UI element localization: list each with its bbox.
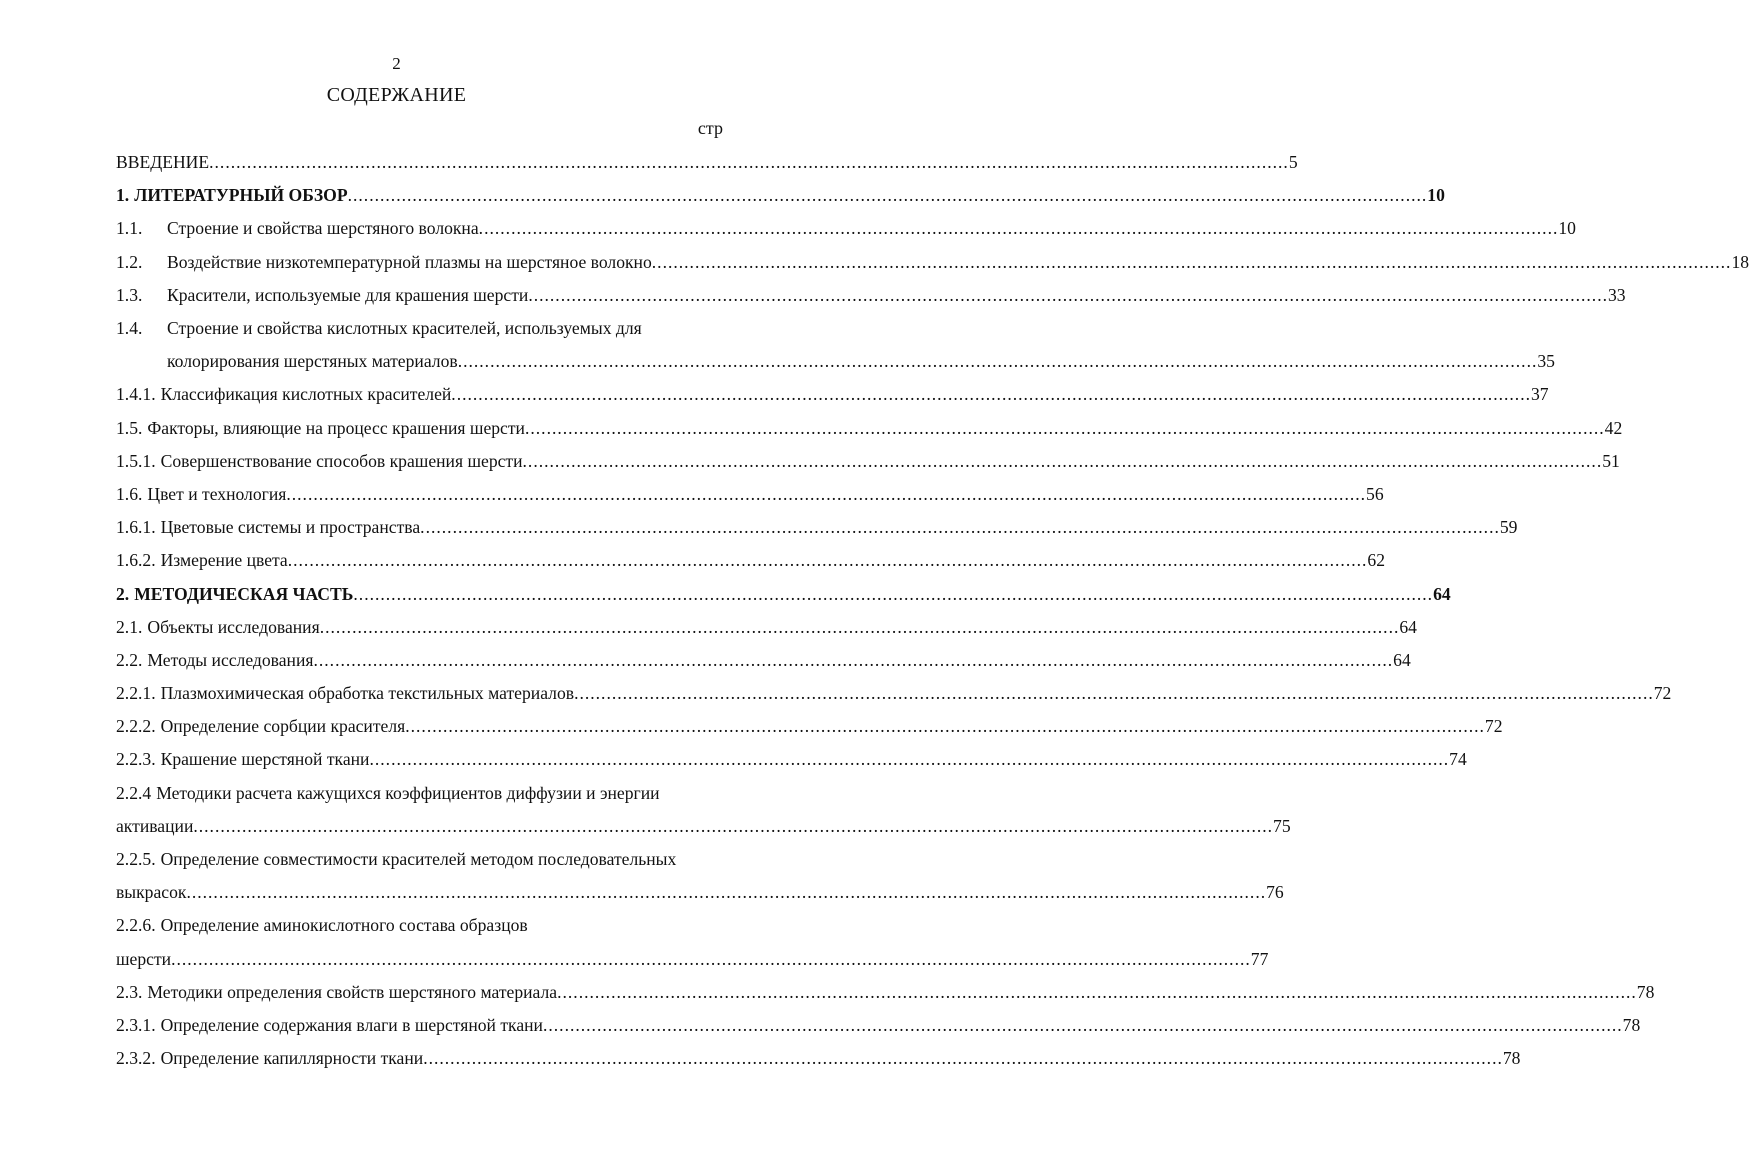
toc-entry[interactable] <box>116 445 1620 478</box>
toc-entry-title: Крашение шерстяной ткани <box>160 749 370 770</box>
toc-entry-page: 78 <box>1636 981 1655 1002</box>
toc-entry-title: Измерение цвета <box>160 550 288 571</box>
toc-entry-title: Строение и свойства кислотных красителей, используемых для <box>167 318 642 339</box>
dot-leader: ........................................................................................................................................................................................................ <box>574 683 1654 704</box>
toc-entry-title: Цветовые системы и пространства <box>160 517 421 538</box>
dot-leader: ........................................................................................................................................................................................................ <box>287 550 1368 571</box>
toc-entry-title: Красители, используемые для крашения шерсти <box>167 284 529 305</box>
toc-entry-title: Определение совместимости красителей методом последовательных <box>160 849 677 870</box>
dot-leader: ........................................................................................................................................................................................................ <box>522 450 1603 471</box>
dot-leader: ........................................................................................................................................................................................................ <box>420 517 1500 538</box>
toc-entry-title: Строение и свойства шерстяного волокна <box>167 218 479 239</box>
toc-entry-number: 2.2.3. <box>116 749 156 770</box>
page-number: 2 <box>392 54 401 73</box>
toc-entry-number: 1.6. <box>116 483 143 504</box>
toc-entry-number: 2.3. <box>116 981 143 1002</box>
toc-entry-number: 2.2.4 <box>116 782 152 803</box>
toc-entry-page: 37 <box>1530 384 1549 405</box>
toc-entry-number: 2.2. <box>116 649 143 670</box>
toc-entry-number: 2.1. <box>116 616 143 637</box>
toc-entry[interactable] <box>116 843 723 876</box>
toc-entry-page: 78 <box>1502 1048 1521 1069</box>
dot-leader: ........................................................................................................................................................................................................ <box>186 882 1267 903</box>
toc-entry-number: 2.2.2. <box>116 716 156 737</box>
toc-entry-page: 78 <box>1622 1014 1641 1035</box>
toc-entry-number: 1.1. <box>116 218 143 239</box>
toc-entry[interactable] <box>116 876 1284 909</box>
dot-leader: ........................................................................................................................................................................................................ <box>423 1048 1503 1069</box>
toc-entry[interactable] <box>116 478 1384 511</box>
toc-entry-number: 1.6.1. <box>116 517 156 538</box>
toc-entry-title: активации <box>116 815 194 836</box>
toc-entry-page: 74 <box>1449 749 1467 770</box>
toc-entry-title: Определение сорбции красителя <box>160 716 406 737</box>
toc-entry[interactable] <box>116 1009 1641 1042</box>
dot-leader: ........................................................................................................................................................................................................ <box>319 616 1400 637</box>
toc-entry[interactable] <box>116 909 723 942</box>
toc-entry[interactable] <box>116 943 1269 976</box>
toc-entry-title: Определение капиллярности ткани <box>160 1048 424 1069</box>
toc-entry-number: 2. <box>116 583 130 604</box>
toc-entry-title: выкрасок <box>116 882 187 903</box>
dot-leader: ........................................................................................................................................................................................................ <box>451 384 1531 405</box>
toc-entry[interactable] <box>116 212 1576 245</box>
table-of-contents <box>116 146 1749 1075</box>
toc-entry-number: 1.5.1. <box>116 450 156 471</box>
dot-leader: ........................................................................................................................................................................................................ <box>457 351 1538 372</box>
toc-entry-title: Методики расчета кажущихся коэффициентов диффузии и энергии <box>156 782 660 803</box>
toc-entry-page: 72 <box>1653 683 1672 704</box>
toc-entry-number: 2.2.6. <box>116 915 156 936</box>
toc-entry-title: Определение аминокислотного состава образцов <box>160 915 528 936</box>
toc-entry-title: ЛИТЕРАТУРНЫЙ ОБЗОР <box>134 185 348 206</box>
toc-entry[interactable] <box>116 611 1417 644</box>
toc-entry-title: ВВЕДЕНИЕ <box>116 152 210 173</box>
toc-entry-page: 18 <box>1731 251 1749 272</box>
toc-title: СОДЕРЖАНИЕ <box>326 84 467 106</box>
toc-entry-number: 1.6.2. <box>116 550 156 571</box>
toc-entry-title: шерсти <box>116 948 172 969</box>
toc-entry-number: 1.4.1. <box>116 384 156 405</box>
toc-entry[interactable] <box>116 146 1298 179</box>
dot-leader: ........................................................................................................................................................................................................ <box>193 815 1274 836</box>
toc-entry[interactable] <box>116 246 1749 279</box>
toc-entry-title: Объекты исследования <box>147 616 320 637</box>
toc-entry-number: 2.2.5. <box>116 849 156 870</box>
toc-entry-number: 1.2. <box>116 251 143 272</box>
dot-leader: ........................................................................................................................................................................................................ <box>557 981 1637 1002</box>
dot-leader: ........................................................................................................................................................................................................ <box>478 218 1559 239</box>
toc-entry-title: Плазмохимическая обработка текстильных материалов <box>160 683 575 704</box>
toc-entry-title: МЕТОДИЧЕСКАЯ ЧАСТЬ <box>134 583 354 604</box>
toc-entry-title: Методики определения свойств шерстяного материала <box>147 981 558 1002</box>
toc-entry[interactable] <box>116 644 1411 677</box>
toc-entry[interactable] <box>116 544 1386 577</box>
dot-leader: ........................................................................................................................................................................................................ <box>286 483 1367 504</box>
toc-entry[interactable] <box>116 312 723 345</box>
toc-entry-title: Методы исследования <box>147 649 314 670</box>
dot-leader: ........................................................................................................................................................................................................ <box>171 948 1251 969</box>
toc-entry-title: Воздействие низкотемпературной плазмы на шерстяное волокно <box>167 251 652 272</box>
dot-leader: ........................................................................................................................................................................................................ <box>369 749 1450 770</box>
toc-entry-page: 5 <box>1288 152 1298 173</box>
toc-entry-title: Классификация кислотных красителей <box>160 384 452 405</box>
toc-entry[interactable] <box>116 279 1626 312</box>
toc-entry-page: 10 <box>1558 218 1576 239</box>
toc-entry[interactable] <box>116 1042 1521 1075</box>
toc-entry-page: 56 <box>1366 483 1384 504</box>
toc-entry-title: Цвет и технология <box>147 483 287 504</box>
toc-entry-page: 35 <box>1537 351 1555 372</box>
dot-leader: ........................................................................................................................................................................................................ <box>405 716 1485 737</box>
toc-entry-page: 64 <box>1393 649 1411 670</box>
toc-entry-page: 10 <box>1427 185 1445 206</box>
toc-entry-page: 51 <box>1602 450 1620 471</box>
toc-entry-title: Факторы, влияющие на процесс крашения шерсти <box>147 417 525 438</box>
dot-leader: ........................................................................................................................................................................................................ <box>651 251 1732 272</box>
toc-entry-number: 1. <box>116 185 130 206</box>
toc-entry-number: 2.2.1. <box>116 683 156 704</box>
toc-entry-number: 2.3.2. <box>116 1048 156 1069</box>
toc-entry-page: 76 <box>1266 882 1284 903</box>
toc-entry[interactable] <box>116 577 1451 610</box>
toc-entry-page: 75 <box>1273 815 1291 836</box>
toc-entry-page: 42 <box>1604 417 1623 438</box>
toc-entry-page: 77 <box>1250 948 1269 969</box>
toc-entry-number: 2.3.1. <box>116 1014 156 1035</box>
toc-entry-title: Определение содержания влаги в шерстяной ткани <box>160 1014 543 1035</box>
toc-entry-number: 1.4. <box>116 318 143 339</box>
dot-leader: ........................................................................................................................................................................................................ <box>209 152 1289 173</box>
toc-entry-number: 1.5. <box>116 417 143 438</box>
toc-entry[interactable] <box>116 677 1672 710</box>
toc-entry-title: Совершенствование способов крашения шерсти <box>160 450 523 471</box>
toc-entry[interactable] <box>116 710 1503 743</box>
page-column-label: стр <box>697 118 723 138</box>
toc-entry-page: 72 <box>1484 716 1503 737</box>
dot-leader: ........................................................................................................................................................................................................ <box>347 185 1428 206</box>
toc-entry[interactable] <box>116 412 1623 445</box>
dot-leader: ........................................................................................................................................................................................................ <box>542 1014 1623 1035</box>
toc-entry-page: 59 <box>1499 517 1518 538</box>
toc-entry-title: колорирования шерстяных материалов <box>167 351 458 372</box>
toc-entry[interactable] <box>116 345 1555 378</box>
dot-leader: ........................................................................................................................................................................................................ <box>524 417 1605 438</box>
toc-entry[interactable] <box>116 378 1549 411</box>
dot-leader: ........................................................................................................................................................................................................ <box>353 583 1434 604</box>
toc-entry-page: 33 <box>1608 284 1626 305</box>
toc-entry-number: 1.3. <box>116 284 143 305</box>
toc-entry[interactable] <box>116 743 1467 776</box>
toc-entry[interactable] <box>116 179 1445 212</box>
toc-entry[interactable] <box>116 777 723 810</box>
toc-entry-page: 64 <box>1433 583 1451 604</box>
toc-entry[interactable] <box>116 511 1518 544</box>
toc-entry[interactable] <box>116 810 1291 843</box>
toc-entry-page: 62 <box>1367 550 1386 571</box>
dot-leader: ........................................................................................................................................................................................................ <box>313 649 1394 670</box>
toc-entry[interactable] <box>116 976 1655 1009</box>
dot-leader: ........................................................................................................................................................................................................ <box>528 284 1608 305</box>
toc-entry-page: 64 <box>1399 616 1417 637</box>
